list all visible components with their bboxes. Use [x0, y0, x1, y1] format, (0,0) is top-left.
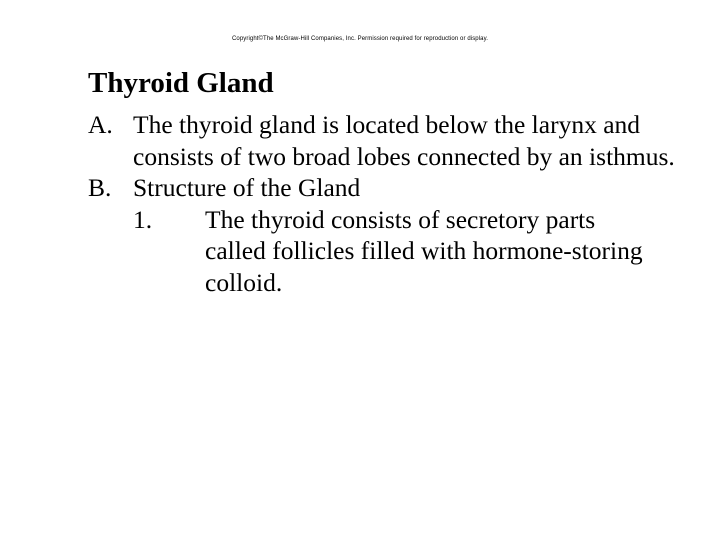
- outline-item-a: [88, 109, 688, 172]
- outline-item-b: [88, 172, 688, 204]
- outline-subitem-b1: [88, 204, 688, 299]
- subitem-text: The thyroid consists of secretory parts called follicles filled with hormone-storing colloid.: [205, 204, 643, 297]
- item-marker: A.: [88, 110, 113, 139]
- slide-title: Thyroid Gland: [88, 67, 274, 99]
- outline-list: [88, 109, 688, 298]
- item-text: The thyroid gland is located below the larynx and consists of two broad lobes connected by an isthmus.: [133, 110, 675, 171]
- copyright-notice: Copyright©The McGraw-Hill Companies, Inc. Permission required for reproduction or display.: [231, 36, 489, 42]
- item-text: Structure of the Gland: [133, 173, 361, 202]
- item-marker: B.: [88, 173, 112, 202]
- subitem-marker: 1.: [133, 204, 153, 234]
